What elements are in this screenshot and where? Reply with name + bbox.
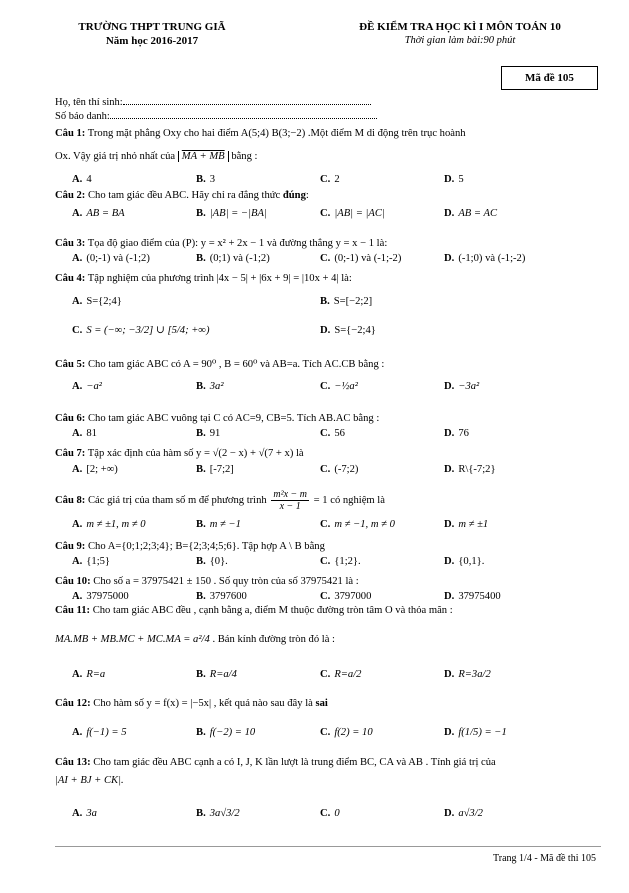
q3-option-c[interactable]: C. (0;-1) và (-1;-2) [320, 253, 402, 264]
q12-option-a[interactable]: A. f(−1) = 5 [72, 727, 127, 738]
question-number: Câu 1: [55, 128, 86, 139]
q12-option-c[interactable]: C. f(2) = 10 [320, 727, 373, 738]
question-text: Cho tam giác ABC có A = 90⁰ , B = 60⁰ và AB=a. Tích AC.CB bằng : [87, 359, 385, 370]
question-text: Tập nghiệm của phương trình |4x − 5| + |6x + 9| = |10x + 4| là: [87, 273, 352, 284]
question-11-line1 [55, 604, 601, 618]
question-number: Câu 6: [55, 413, 86, 424]
question-1-line2 [55, 150, 601, 164]
exam-code-box: Mã đề 105 [501, 66, 598, 90]
student-id-dots [110, 109, 377, 119]
q3-option-d[interactable]: D. (-1;0) và (-1;-2) [444, 253, 526, 264]
q7-option-c[interactable]: C. (-7;2) [320, 464, 359, 475]
q1-option-a[interactable]: A. 4 [72, 174, 92, 185]
student-name-line [55, 95, 371, 108]
q13-option-a[interactable]: A. 3a [72, 808, 97, 819]
q4-option-d[interactable]: D. S={−2;4} [320, 325, 376, 336]
question-13-line2 [55, 774, 601, 788]
footer-divider [55, 846, 601, 847]
q4-option-c[interactable]: C. S = (−∞; −3/2] ∪ [5/4; +∞) [72, 325, 210, 336]
q11-option-a[interactable]: A. R=a [72, 669, 106, 680]
question-6-line [55, 412, 601, 426]
q11-option-c[interactable]: C. R=a/2 [320, 669, 362, 680]
question-number: Câu 7: [55, 448, 86, 459]
question-text: = 1 có nghiệm là [313, 495, 385, 506]
q7-option-a[interactable]: A. [2; +∞) [72, 464, 118, 475]
q5-option-a[interactable]: A. −a² [72, 381, 102, 392]
question-text: Cho tam giác đều ABC. Hãy chỉ ra đẳng thức [87, 190, 281, 201]
q9-option-a[interactable]: A. {1;5} [72, 556, 111, 567]
q10-option-c[interactable]: C. 3797000 [320, 591, 372, 602]
question-text: Trong mặt phẳng Oxy cho hai điểm A(5;4) B(3;−2) .Một điểm M di động trên trục hoành [87, 128, 466, 139]
q4-option-a[interactable]: A. S={2;4} [72, 296, 122, 307]
q13-option-c[interactable]: C. 0 [320, 808, 340, 819]
q6-option-d[interactable]: D. 76 [444, 428, 469, 439]
question-2-line: Câu 2: Cho tam giác đều ABC. Hãy chỉ ra đẳng thức đúng: [55, 190, 309, 201]
question-text: Tọa độ giao điểm của (P): y = x² + 2x − 1 và đường thẳng y = x − 1 là: [87, 238, 388, 249]
question-8-line [55, 488, 601, 514]
student-name-dots [123, 95, 371, 105]
student-name-label: Họ, tên thí sinh: [55, 97, 123, 108]
question-text: bằng : [231, 151, 258, 162]
vector-expression: MA + MB [178, 151, 229, 162]
exam-title: ĐỀ KIỂM TRA HỌC KÌ I MÔN TOÁN 10 [359, 21, 561, 33]
q4-option-b[interactable]: B. S=[−2;2] [320, 296, 373, 307]
q2-option-a[interactable]: A. AB = BA [72, 208, 125, 219]
vector-expression: |AI + BJ + CK|. [55, 775, 124, 786]
q2-option-d[interactable]: D. AB = AC [444, 208, 498, 219]
question-3-line [55, 237, 601, 251]
school-header [52, 20, 252, 48]
q13-option-d[interactable]: D. a√3/2 [444, 808, 483, 819]
q1-option-b[interactable]: B. 3 [196, 174, 216, 185]
school-name: TRƯỜNG THPT TRUNG GIÃ [78, 21, 226, 33]
q9-option-b[interactable]: B. {0}. [196, 556, 228, 567]
student-id-label: Số báo danh: [55, 111, 110, 122]
question-emphasis: sai [315, 698, 328, 709]
school-year: Năm học 2016-2017 [105, 35, 199, 47]
q9-option-c[interactable]: C. {1;2}. [320, 556, 361, 567]
q8-option-d[interactable]: D. m ≠ ±1 [444, 519, 489, 530]
student-id-line [55, 109, 377, 122]
page-footer: Trang 1/4 - Mã đề thi 105 [493, 853, 596, 864]
question-number: Câu 4: [55, 273, 86, 284]
q1-option-c[interactable]: C. 2 [320, 174, 340, 185]
vector-equation: MA.MB + MB.MC + MC.MA = a²/4 [55, 634, 210, 645]
equation-fraction: $\frac{\text{m²x − m}}{x - 1}$ [273, 489, 308, 513]
question-emphasis: đúng [282, 190, 306, 201]
q6-option-c[interactable]: C. 56 [320, 428, 345, 439]
q8-option-a[interactable]: A. m ≠ ±1, m ≠ 0 [72, 519, 146, 530]
question-number: Câu 5: [55, 359, 86, 370]
q11-option-d[interactable]: D. R=3a/2 [444, 669, 491, 680]
q12-option-d[interactable]: D. f(1/5) = −1 [444, 727, 507, 738]
question-text: Các giá trị của tham số m để phương trình [87, 495, 267, 506]
question-number: Câu 11: [55, 605, 91, 616]
question-number: Câu 10: [55, 576, 91, 587]
question-number: Câu 2: [55, 190, 86, 201]
question-text: Ox. Vậy giá trị nhỏ nhất của [55, 151, 176, 162]
q9-option-d[interactable]: D. {0,1}. [444, 556, 485, 567]
question-text: Tập xác định của hàm số y = √(2 − x) + √(7 + x) là [87, 448, 304, 459]
q10-option-a[interactable]: A. 37975000 [72, 591, 129, 602]
question-4-line [55, 272, 601, 286]
q13-option-b[interactable]: B. 3a√3/2 [196, 808, 240, 819]
q1-option-d[interactable]: D. 5 [444, 174, 464, 185]
question-11-line2 [55, 633, 601, 647]
question-text: Cho tam giác đều ABC cạnh a có I, J, K lần lượt là trung điểm BC, CA và AB . Tính giá trị của [93, 757, 496, 768]
question-text: Cho hàm số y = f(x) = |−5x| , kết quả nào sau đây là [93, 698, 313, 709]
question-1-line1 [55, 127, 601, 141]
question-text: Cho A={0;1;2;3;4}; B={2;3;4;5;6}. Tập hợp A \ B bằng [87, 541, 325, 552]
question-7-line [55, 447, 601, 461]
question-text: Cho số a = 37975421 ± 150 . Số quy tròn của số 37975421 là : [93, 576, 359, 587]
q7-option-b[interactable]: B. [-7;2] [196, 464, 234, 475]
q5-option-c[interactable]: C. −½a² [320, 381, 358, 392]
q2-option-b[interactable]: B. |AB| = −|BA| [196, 208, 267, 219]
question-number: Câu 9: [55, 541, 86, 552]
q8-option-b[interactable]: B. m ≠ −1 [196, 519, 241, 530]
q8-option-c[interactable]: C. m ≠ −1, m ≠ 0 [320, 519, 395, 530]
q6-option-a[interactable]: A. 81 [72, 428, 97, 439]
q5-option-d[interactable]: D. −3a² [444, 381, 480, 392]
q5-option-b[interactable]: B. 3a² [196, 381, 224, 392]
exam-header [310, 20, 610, 48]
question-5-line [55, 358, 601, 372]
question-number: Câu 3: [55, 238, 86, 249]
q7-option-d[interactable]: D. R\{-7;2} [444, 464, 496, 475]
question-text: . Bán kính đường tròn đó là : [212, 634, 336, 645]
question-text: Cho tam giác ABC đều , cạnh bằng a, điểm M thuộc đường tròn tâm O và thỏa mãn : [92, 605, 453, 616]
question-number: Câu 12: [55, 698, 91, 709]
q2-option-c[interactable]: C. |AB| = |AC| [320, 208, 385, 219]
exam-time: Thời gian làm bài:90 phút [404, 35, 516, 46]
q6-option-b[interactable]: B. 91 [196, 428, 221, 439]
question-text: Cho tam giác ABC vuông tại C có AC=9, CB=5. Tích AB.AC bằng : [87, 413, 380, 424]
q12-option-b[interactable]: B. f(−2) = 10 [196, 727, 256, 738]
q3-option-a[interactable]: A. (0;-1) và (-1;2) [72, 253, 150, 264]
question-number: Câu 13: [55, 757, 91, 768]
question-9-line [55, 540, 601, 554]
q10-option-d[interactable]: D. 37975400 [444, 591, 501, 602]
question-number: Câu 8: [55, 495, 86, 506]
q11-option-b[interactable]: B. R=a/4 [196, 669, 237, 680]
question-13-line1 [55, 756, 601, 770]
q10-option-b[interactable]: B. 3797600 [196, 591, 247, 602]
question-10-line [55, 575, 601, 589]
q3-option-b[interactable]: B. (0;1) và (-1;2) [196, 253, 270, 264]
question-12-line [55, 697, 601, 711]
